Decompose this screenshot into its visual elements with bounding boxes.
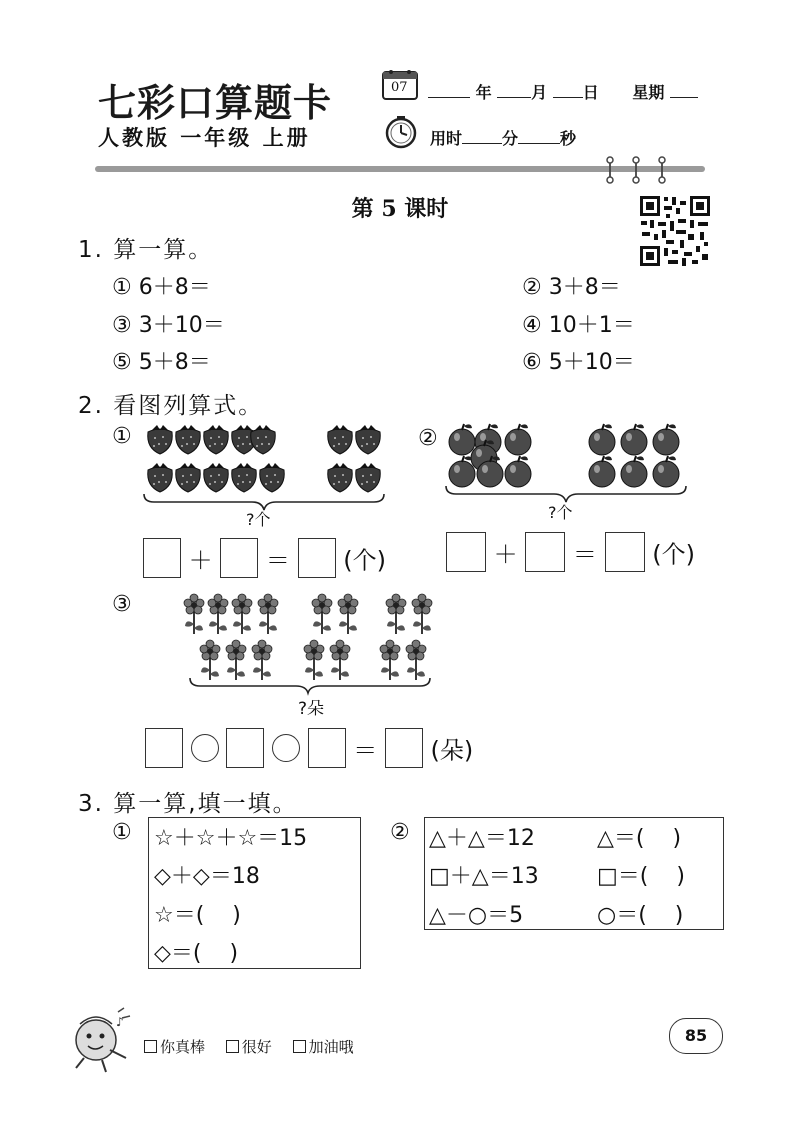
q3-p2-eq-3: △－○＝5 (429, 903, 524, 928)
year-label: 年 (475, 83, 492, 102)
q2-p1-equation (143, 538, 386, 578)
page-number: 85 (669, 1018, 723, 1054)
unit-label: (朵) (430, 736, 474, 765)
answer-box[interactable] (220, 538, 258, 578)
month-blank[interactable] (497, 83, 531, 98)
answer-box[interactable] (308, 728, 346, 768)
year-blank[interactable] (428, 83, 470, 98)
q2-p2-equation (446, 532, 695, 572)
q3-p1-number: ① (112, 820, 132, 845)
q1-item-6: ⑥ 5＋10＝ (522, 350, 635, 375)
strawberry-group-right (328, 425, 381, 492)
lesson-title: 第 5 课时 (351, 196, 449, 222)
equals-sign: ＝ (265, 546, 290, 575)
answer-box[interactable] (605, 532, 645, 572)
day-blank[interactable] (553, 83, 583, 98)
time-line (430, 126, 576, 149)
q3-p1-line-2: ◇＋◇＝18 (154, 864, 260, 889)
flower-group-3 (380, 594, 432, 680)
q3-p2-panel (424, 817, 724, 930)
answer-box[interactable] (525, 532, 565, 572)
strawberry-group-left (148, 425, 285, 492)
weekday-label: 星期 (632, 83, 665, 102)
q2-p1-question: ?个 (246, 510, 271, 529)
plus-sign: ＋ (493, 540, 518, 569)
equals-sign: ＝ (353, 736, 378, 765)
answer-box[interactable] (385, 728, 423, 768)
answer-box[interactable] (446, 532, 486, 572)
apple-group-left (449, 424, 531, 487)
q1-item-3: ③ 3＋10＝ (112, 313, 225, 338)
checkbox[interactable] (144, 1040, 157, 1053)
rating-options (144, 1036, 354, 1057)
flower-group-2 (304, 594, 358, 680)
minute-label: 分 (502, 129, 519, 148)
q3-p2-number: ② (390, 820, 410, 845)
brand-logo: 七彩口算题卡 (98, 81, 333, 125)
q2-p3-question: ?朵 (298, 699, 325, 719)
q3-p1-line-3[interactable]: ☆＝( ) (154, 903, 241, 928)
month-label: 月 (531, 83, 548, 102)
operator-circle[interactable] (272, 734, 300, 762)
clock-icon (384, 115, 418, 149)
q3-p2-answer-3[interactable]: ○＝( ) (597, 903, 684, 928)
brace (190, 678, 430, 693)
q2-title: 2. 看图列算式。 (78, 393, 264, 419)
answer-box[interactable] (145, 728, 183, 768)
q1-item-4: ④ 10＋1＝ (522, 313, 635, 338)
checkbox[interactable] (226, 1040, 239, 1053)
day-label: 日 (582, 83, 599, 102)
equals-sign: ＝ (572, 540, 597, 569)
q1-title: 1. 算一算。 (78, 237, 214, 263)
apple-group-right (589, 424, 679, 487)
svg-text:♪: ♪ (116, 1015, 124, 1029)
time-prefix: 用时 (430, 129, 463, 148)
mascot-icon (66, 1004, 136, 1074)
rating-great[interactable]: 你真棒 (144, 1038, 205, 1056)
unit-label: (个) (343, 546, 386, 575)
operator-circle[interactable] (191, 734, 219, 762)
divider-rings (600, 156, 670, 188)
answer-box[interactable] (298, 538, 336, 578)
qr-code[interactable] (638, 194, 712, 272)
q3-title: 3. 算一算,填一填。 (78, 791, 298, 817)
strawberry-illustration (140, 420, 390, 520)
answer-box[interactable] (226, 728, 264, 768)
q1-item-2: ② 3＋8＝ (522, 275, 621, 300)
calendar-number: 07 (391, 80, 408, 95)
q2-p2-number: ② (418, 426, 438, 451)
weekday-blank[interactable] (670, 83, 698, 98)
plus-sign: ＋ (188, 546, 213, 575)
edition-subtitle: 人教版 一年级 上册 (98, 126, 311, 150)
q3-p1-panel (148, 817, 361, 969)
q3-p1-line-4[interactable]: ◇＝( ) (154, 941, 239, 966)
unit-label: (个) (652, 540, 695, 569)
q2-p3-equation (145, 728, 473, 768)
second-label: 秒 (560, 129, 577, 148)
q3-p2-eq-1: △＋△＝12 (429, 826, 535, 851)
date-line (428, 80, 698, 103)
q2-p3-number: ③ (112, 592, 132, 617)
q2-p1-number: ① (112, 424, 132, 449)
q1-item-1: ① 6＋8＝ (112, 275, 211, 300)
q3-p2-answer-2[interactable]: □＝( ) (597, 864, 685, 889)
minute-blank[interactable] (462, 129, 502, 144)
flower-illustration (180, 586, 440, 696)
checkbox[interactable] (293, 1040, 306, 1053)
rating-try-harder[interactable]: 加油哦 (293, 1038, 354, 1056)
answer-box[interactable] (143, 538, 181, 578)
second-blank[interactable] (518, 129, 560, 144)
flower-group-1 (184, 594, 278, 680)
q1-item-5: ⑤ 5＋8＝ (112, 350, 211, 375)
q2-p2-question: ?个 (548, 503, 573, 522)
q3-p2-answer-1[interactable]: △＝( ) (597, 826, 682, 851)
q3-p2-eq-2: □＋△＝13 (429, 864, 539, 889)
rating-good[interactable]: 很好 (226, 1038, 272, 1056)
q3-p1-line-1: ☆＋☆＋☆＝15 (154, 826, 308, 851)
calendar-icon (382, 68, 418, 100)
